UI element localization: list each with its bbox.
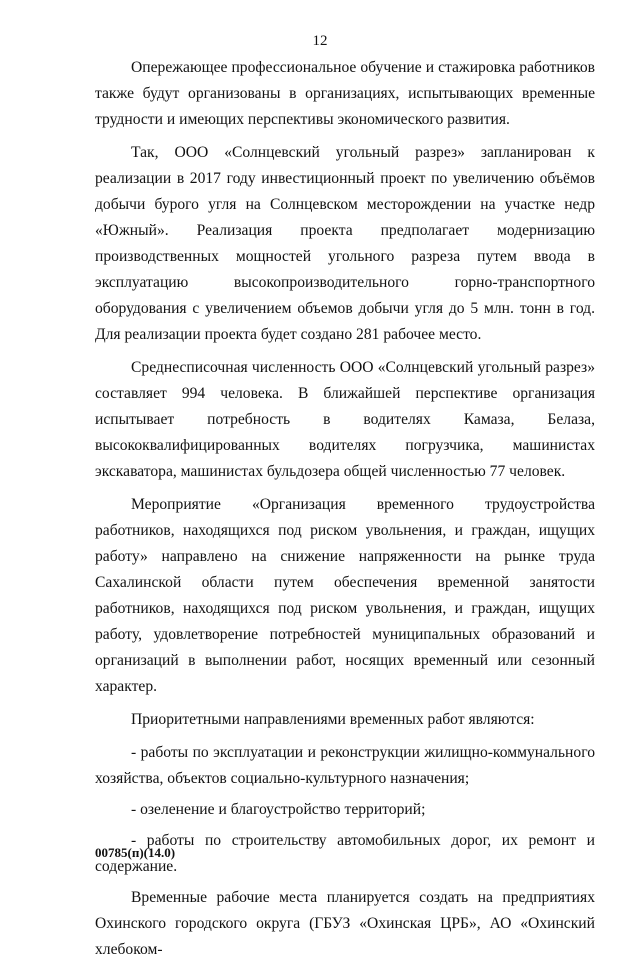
document-code: 00785(п)(14.0) (95, 845, 176, 860)
list-item: - работы по строительству автомобильных дорог, их ремонт и содержание. (95, 832, 595, 875)
list-item: - работы по эксплуатации и реконструкции жилищно-коммунального хозяйства, объектов социально-культурного назначения; (95, 744, 595, 787)
paragraph-staff-needs: Среднесписочная численность ООО «Солнцевский угольный разрез» составляет 994 человека. В ближайшей перспективе организация испытывает потребность в водителях Камаза, Белаза, высококвалифицированных водителях погрузчика, машинистах экскаватора, машинистах бульдозера общей численностью 77 человек. (95, 359, 595, 480)
paragraph-priority-directions: Приоритетными направлениями временных работ являются: (131, 711, 535, 728)
paragraph-training: Опережающее профессиональное обучение и стажировка работников также будут организованы в организациях, испытывающих временные трудности и имеющих перспективы экономического развития. (95, 59, 595, 128)
paragraph-workplaces: Временные рабочие места планируется создать на предприятиях Охинского городского округа (ГБУЗ «Охинская ЦРБ», АО «Охинский хлебоком- (95, 889, 595, 958)
document-body (95, 55, 595, 970)
page-number: 12 (312, 33, 328, 49)
paragraph-temporary-employment: Мероприятие «Организация временного трудоустройства работников, находящихся под риском увольнения, и граждан, ищущих работу» направлено на снижение напряженности на рынке труда Сахалинской области путем обеспечения временной занятости работников, находящихся под риском увольнения, и граждан, ищущих работу, удовлетворение потребностей муниципальных образований и организаций в выполнении работ, носящих временный или сезонный характер. (95, 496, 595, 695)
paragraph-coal-project: Так, ООО «Солнцевский угольный разрез» запланирован к реализации в 2017 году инвестиционный проект по увеличению объёмов добычи бурого угля на Солнцевском месторождении на участке недр «Южный». Реализация проекта предполагает модернизацию производственных мощностей угольного разреза путем ввода в эксплуатацию высокопроизводительного горно-транспортного оборудования с увеличением объемов добычи угля до 5 млн. тонн в год. Для реализации проекта будет создано 281 рабочее место. (95, 144, 595, 343)
list-item: - озеленение и благоустройство территорий; (131, 801, 426, 818)
